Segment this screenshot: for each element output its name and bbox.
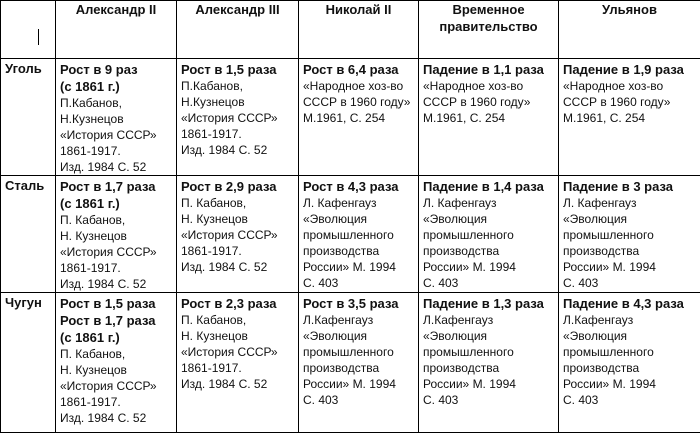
table-cell — [177, 59, 299, 176]
table-cell — [56, 59, 177, 176]
cell-headline: Падение в 1,9 раза — [563, 61, 696, 78]
cell-headline: Рост в 1,5 раза — [181, 61, 294, 78]
cell-headline: Рост в 1,7 раза — [60, 178, 172, 195]
table-cell — [177, 293, 299, 433]
cell-headline: Падение в 1,3 раза — [423, 295, 554, 312]
row-label-coal: Уголь — [1, 59, 56, 176]
table-cell — [559, 293, 700, 433]
cell-headline: Рост в 6,4 раза — [303, 61, 414, 78]
cell-source: Л. Кафенгауз «Эволюция промышленного производства России» М. 1994 С. 403 — [563, 195, 696, 291]
cell-headline: Падение в 1,4 раза — [423, 178, 554, 195]
cell-headline: Рост в 2,9 раза — [181, 178, 294, 195]
cell-headline: Падение в 1,1 раза — [423, 61, 554, 78]
header-nicholas-2: Николай II — [299, 1, 419, 59]
cell-headline: Рост в 4,3 раза — [303, 178, 414, 195]
table-cell — [559, 176, 700, 293]
corner-cell[interactable] — [1, 1, 56, 59]
cell-source: П. Кабанов, Н. Кузнецов «История СССР» 1861-1917. Изд. 1984 С. 52 — [60, 212, 172, 292]
cell-source: П.Кабанов, Н.Кузнецов «История СССР» 1861-1917. Изд. 1984 С. 52 — [181, 78, 294, 158]
table-cell — [419, 59, 559, 176]
cell-headline: (с 1861 г.) — [60, 195, 172, 212]
cell-source: П. Кабанов, Н. Кузнецов «История СССР» 1861-1917. Изд. 1984 С. 52 — [181, 195, 294, 275]
table-row — [1, 59, 700, 176]
header-alexander-3: Александр III — [177, 1, 299, 59]
cell-headline: Рост в 9 раз — [60, 61, 172, 78]
text-cursor — [38, 29, 39, 45]
cell-source: П. Кабанов, Н. Кузнецов «История СССР» 1861-1917. Изд. 1984 С. 52 — [181, 312, 294, 392]
table-cell — [299, 176, 419, 293]
cell-headline: (с 1861 г.) — [60, 329, 172, 346]
table-row — [1, 176, 700, 293]
table-cell — [56, 176, 177, 293]
header-provisional-government: Временное правительство — [419, 1, 559, 59]
cell-source: Л.Кафенгауз «Эволюция промышленного производства России» М. 1994 С. 403 — [303, 312, 414, 408]
table-cell — [419, 293, 559, 433]
row-label-cast-iron: Чугун — [1, 293, 56, 433]
cell-headline: Рост в 3,5 раза — [303, 295, 414, 312]
table-cell — [559, 59, 700, 176]
cell-headline: Рост в 1,7 раза — [60, 312, 172, 329]
cell-source: П.Кабанов, Н.Кузнецов «История СССР» 1861-1917. Изд. 1984 С. 52 — [60, 95, 172, 175]
cell-source: Л.Кафенгауз «Эволюция промышленного производства России» М. 1994 С. 403 — [563, 312, 696, 408]
table-cell — [177, 176, 299, 293]
header-alexander-2: Александр II — [56, 1, 177, 59]
table-row — [1, 293, 700, 433]
cell-headline: Рост в 1,5 раза — [60, 295, 172, 312]
header-ulyanov: Ульянов — [559, 1, 700, 59]
cell-source: П. Кабанов, Н. Кузнецов «История СССР» 1861-1917. Изд. 1984 С. 52 — [60, 346, 172, 426]
cell-source: «Народное хоз-во СССР в 1960 году» М.1961, С. 254 — [423, 78, 554, 126]
cell-source: Л. Кафенгауз «Эволюция промышленного производства России» М. 1994 С. 403 — [303, 195, 414, 291]
cell-source: Л.Кафенгауз «Эволюция промышленного производства России» М. 1994 С. 403 — [423, 312, 554, 408]
cell-headline: (с 1861 г.) — [60, 78, 172, 95]
table-cell — [299, 59, 419, 176]
cell-source: «Народное хоз-во СССР в 1960 году» М.1961, С. 254 — [563, 78, 696, 126]
cell-source: Л. Кафенгауз «Эволюция промышленного производства России» М. 1994 С. 403 — [423, 195, 554, 291]
table-cell — [299, 293, 419, 433]
header-row — [1, 1, 700, 59]
table-cell — [56, 293, 177, 433]
cell-headline: Падение в 3 раза — [563, 178, 696, 195]
row-label-steel: Сталь — [1, 176, 56, 293]
cell-headline: Падение в 4,3 раза — [563, 295, 696, 312]
cell-source: «Народное хоз-во СССР в 1960 году» М.1961, С. 254 — [303, 78, 414, 126]
table-cell — [419, 176, 559, 293]
cell-headline: Рост в 2,3 раза — [181, 295, 294, 312]
